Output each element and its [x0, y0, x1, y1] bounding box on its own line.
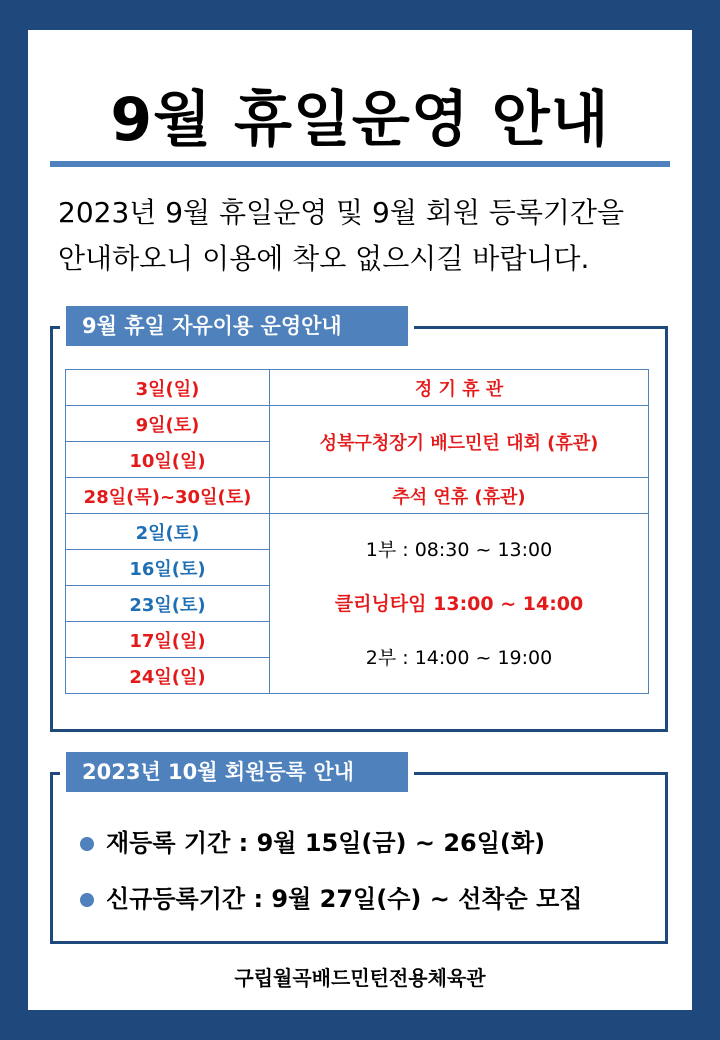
registration-item-text: 신규등록기간 : 9월 27일(수) ~ 선착순 모집	[106, 885, 583, 913]
page-title: 9월 휴일운영 안내	[110, 85, 610, 155]
date-cell: 17일(일)	[66, 622, 270, 658]
notice-page	[28, 30, 692, 1010]
table-row	[66, 370, 649, 406]
list-item	[80, 871, 660, 927]
table-row	[66, 406, 649, 442]
intro-text	[58, 190, 678, 282]
part1-hours: 1부 : 08:30 ~ 13:00	[365, 538, 553, 561]
intro-line-1: 2023년 9월 휴일운영 및 9월 회원 등록기간을	[58, 196, 625, 229]
list-item	[80, 815, 660, 871]
holiday-section-label: 9월 휴일 자유이용 운영안내	[66, 306, 408, 346]
holiday-schedule-table	[65, 369, 649, 694]
date-cell: 9일(토)	[66, 406, 270, 442]
registration-list	[80, 815, 660, 927]
registration-item-text: 재등록 기간 : 9월 15일(금) ~ 26일(화)	[106, 829, 546, 857]
bullet-icon	[80, 893, 94, 907]
status-cell: 정 기 휴 관	[270, 370, 649, 406]
status-cell: 성북구청장기 배드민턴 대회 (휴관)	[270, 406, 649, 478]
date-cell: 23일(토)	[66, 586, 270, 622]
table-row	[66, 514, 649, 550]
status-cell: 추석 연휴 (휴관)	[270, 478, 649, 514]
part2-hours: 2부 : 14:00 ~ 19:00	[365, 646, 553, 669]
date-cell: 28일(목)~30일(토)	[66, 478, 270, 514]
date-cell: 3일(일)	[66, 370, 270, 406]
date-cell: 10일(일)	[66, 442, 270, 478]
date-cell: 2일(토)	[66, 514, 270, 550]
footer-organization: 구립월곡배드민턴전용체육관	[234, 966, 486, 990]
cleaning-time: 클리닝타임 13:00 ~ 14:00	[334, 592, 584, 615]
title-divider	[50, 161, 670, 167]
date-cell: 16일(토)	[66, 550, 270, 586]
table-row	[66, 478, 649, 514]
registration-section-label: 2023년 10월 회원등록 안내	[66, 752, 408, 792]
bullet-icon	[80, 837, 94, 851]
date-cell: 24일(일)	[66, 658, 270, 694]
hours-cell	[270, 514, 649, 694]
intro-line-2: 안내하오니 이용에 착오 없으시길 바랍니다.	[58, 242, 590, 275]
